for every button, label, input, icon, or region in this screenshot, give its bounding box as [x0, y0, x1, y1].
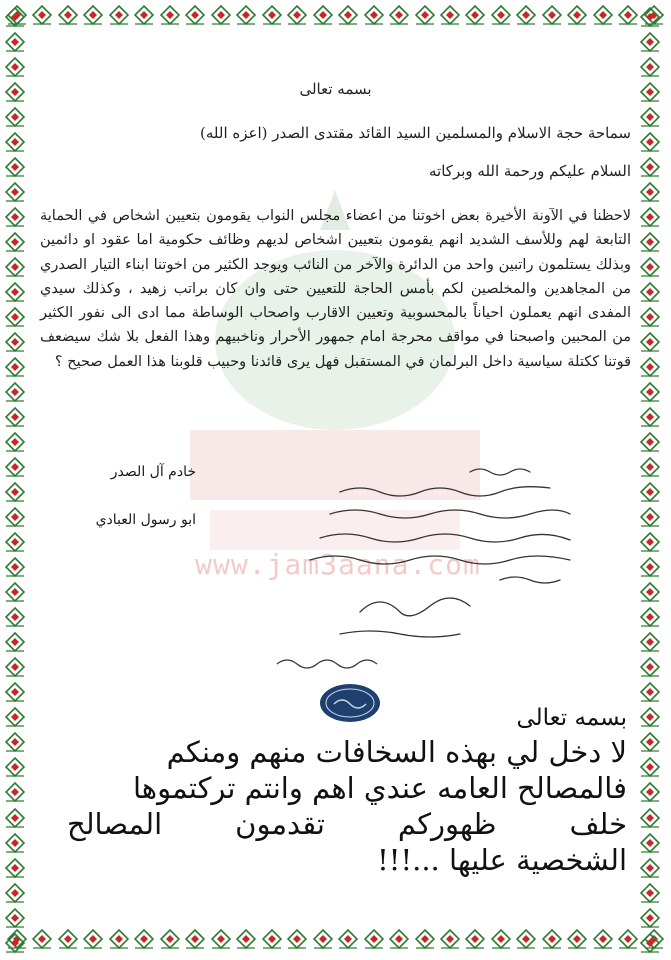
border-tile [133, 4, 155, 26]
border-tile [210, 4, 232, 26]
border-tile [159, 928, 181, 950]
border-tile [4, 606, 26, 628]
handwritten-date [272, 650, 392, 674]
border-tile [312, 928, 334, 950]
border-tile [639, 256, 661, 278]
border-tile [133, 928, 155, 950]
border-tile [363, 4, 385, 26]
signature-title: خادم آل الصدر [110, 464, 196, 480]
border-tile [4, 256, 26, 278]
border-tile [31, 928, 53, 950]
border-tile [31, 4, 53, 26]
border-tile [4, 406, 26, 428]
border-tile [639, 56, 661, 78]
border-tile [639, 456, 661, 478]
decorative-border-right [639, 0, 667, 960]
border-tile [337, 928, 359, 950]
border-tile [490, 928, 512, 950]
border-tile [617, 928, 639, 950]
border-tile [639, 932, 661, 954]
border-tile [617, 4, 639, 26]
border-tile [439, 928, 461, 950]
border-tile [4, 81, 26, 103]
border-tile [4, 832, 26, 854]
border-tile [4, 331, 26, 353]
border-tile [286, 4, 308, 26]
border-tile [439, 4, 461, 26]
border-tile [388, 4, 410, 26]
letter-body: لاحظنا في الآونة الأخيرة بعض اخوتنا من اعضاء مجلس النواب يقومون بتعيين اشخاص في الحماية التابعة لهم وللأسف الشديد انهم يقومون بتعيين اشخاص لديهم وظائف حكومية اما عقود او دائمين وبذلك يستلمون راتبين واحد من الدائرة والآخر من النائب ويوجد الكثير من اخوتنا ابناء التيار الصدري من المجاهدين والمخلصين لكم بأمس الحاجة للتعيين حتى وان كان براتب زهيد ، وكذلك سيدي المفدى انهم يعملون احياناً بالمحسوبية وتعيين الاقارب واصحاب الوساطة مما ادى الى نفور الكثير من المحبين واصبحنا في مواقف محرجة امام جمهور الأحرار وناخبيهم وهذا الفعل بلا شك سيضعف قوتنا ككتلة سياسية داخل البرلمان في المستقبل فهل يرى قائدنا وحبيب قلوبنا هذا العمل صحيح ؟ [40, 208, 631, 370]
reply-line: فالمصالح العامه عندي اهم وانتم تركتموها [132, 771, 627, 805]
border-tile [4, 106, 26, 128]
border-tile [414, 928, 436, 950]
border-tile [4, 56, 26, 78]
border-tile [4, 431, 26, 453]
border-tile [515, 4, 537, 26]
border-tile [639, 431, 661, 453]
reply-line: لا دخل لي بهذه السخافات منهم ومنكم [166, 735, 627, 769]
border-tile [108, 928, 130, 950]
border-tile [639, 81, 661, 103]
border-tile [639, 857, 661, 879]
border-tile [639, 356, 661, 378]
border-tile [592, 928, 614, 950]
border-tile [4, 857, 26, 879]
border-tile [639, 907, 661, 929]
border-tile [515, 928, 537, 950]
border-tile [235, 4, 257, 26]
border-tile [4, 381, 26, 403]
border-tile [541, 928, 563, 950]
border-tile [184, 4, 206, 26]
border-tile [639, 756, 661, 778]
border-tile [639, 531, 661, 553]
border-tile [639, 156, 661, 178]
border-tile [639, 556, 661, 578]
border-tile [639, 306, 661, 328]
border-tile [388, 928, 410, 950]
border-tile [4, 306, 26, 328]
border-tile [639, 406, 661, 428]
border-tile [4, 932, 26, 954]
border-tile [639, 631, 661, 653]
border-tile [57, 928, 79, 950]
border-tile [184, 928, 206, 950]
border-tile [4, 231, 26, 253]
reply-line: الشخصية عليها ...!!! [377, 843, 627, 877]
border-tile [541, 4, 563, 26]
border-tile [82, 928, 104, 950]
border-tile [337, 4, 359, 26]
border-tile [312, 4, 334, 26]
letter-addressee: سماحة حجة الاسلام والمسلمين السيد القائد مقتدى الصدر (اعزه الله) [200, 124, 631, 142]
border-tile [4, 181, 26, 203]
border-tile [261, 928, 283, 950]
decorative-border-bottom [0, 928, 671, 956]
reply-line: خلف ظهوركم تقدمون المصالح [67, 807, 627, 841]
border-tile [639, 131, 661, 153]
border-tile [639, 181, 661, 203]
border-tile [4, 206, 26, 228]
border-tile [210, 928, 232, 950]
border-tile [639, 606, 661, 628]
border-tile [4, 456, 26, 478]
border-tile [159, 4, 181, 26]
border-tile [639, 231, 661, 253]
border-tile [639, 331, 661, 353]
border-tile [4, 131, 26, 153]
watermark-url: www.jam3aana.com [195, 548, 481, 581]
border-tile [4, 356, 26, 378]
border-tile [639, 581, 661, 603]
border-tile [4, 731, 26, 753]
border-tile [414, 4, 436, 26]
border-tile [639, 731, 661, 753]
border-tile [4, 656, 26, 678]
border-tile [639, 31, 661, 53]
border-tile [4, 6, 26, 28]
border-tile [363, 928, 385, 950]
border-tile [639, 681, 661, 703]
border-tile [4, 506, 26, 528]
border-tile [4, 907, 26, 929]
border-tile [639, 656, 661, 678]
border-tile [464, 4, 486, 26]
border-tile [639, 381, 661, 403]
border-tile [4, 882, 26, 904]
border-tile [639, 882, 661, 904]
border-tile [4, 631, 26, 653]
reply-transcription [67, 702, 627, 878]
border-tile [4, 581, 26, 603]
border-tile [4, 156, 26, 178]
border-tile [261, 4, 283, 26]
border-tile [639, 781, 661, 803]
border-tile [639, 832, 661, 854]
border-tile [4, 681, 26, 703]
border-tile [639, 807, 661, 829]
border-tile [592, 4, 614, 26]
border-tile [286, 928, 308, 950]
decorative-border-top [0, 4, 671, 32]
border-tile [4, 781, 26, 803]
border-tile [4, 706, 26, 728]
border-tile [235, 928, 257, 950]
border-tile [4, 281, 26, 303]
border-tile [4, 807, 26, 829]
border-tile [4, 756, 26, 778]
border-tile [82, 4, 104, 26]
border-tile [639, 206, 661, 228]
border-tile [566, 4, 588, 26]
border-tile [566, 928, 588, 950]
letter-basmala: بسمه تعالى [299, 80, 372, 98]
border-tile [490, 4, 512, 26]
border-tile [639, 106, 661, 128]
border-tile [464, 928, 486, 950]
border-tile [639, 706, 661, 728]
border-tile [108, 4, 130, 26]
decorative-border-left [4, 0, 32, 960]
border-tile [639, 6, 661, 28]
border-tile [4, 31, 26, 53]
border-tile [639, 506, 661, 528]
border-tile [4, 556, 26, 578]
reply-basmala: بسمه تعالى [516, 705, 627, 731]
border-tile [639, 281, 661, 303]
border-tile [4, 481, 26, 503]
signature-name: ابو رسول العبادي [95, 512, 196, 528]
letter-greeting: السلام عليكم ورحمة الله وبركاته [429, 162, 631, 180]
handwritten-note [300, 462, 600, 652]
border-tile [4, 531, 26, 553]
border-tile [639, 481, 661, 503]
border-tile [57, 4, 79, 26]
